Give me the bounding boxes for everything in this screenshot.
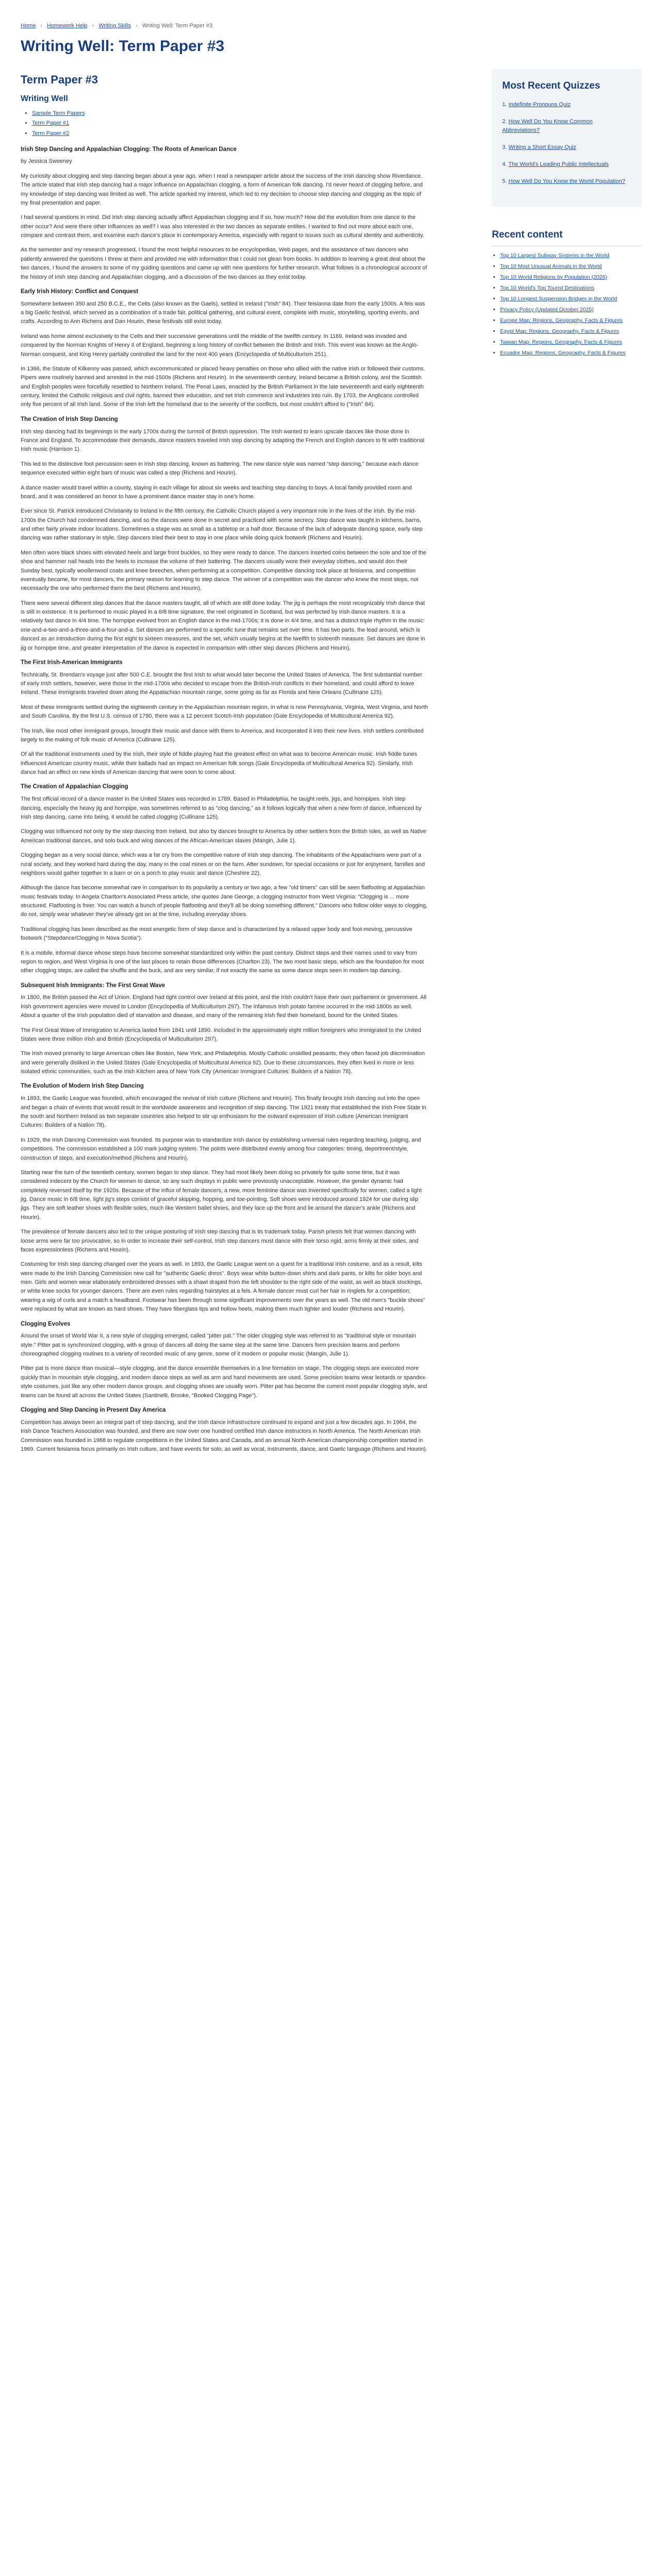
paragraph: A dance master would travel within a county, staying in each village for about six weeks and teaching step dancing to boys. A local family provided room and board, and it was considered an honor to have a prominent dance master stay in one's home. bbox=[21, 484, 412, 500]
toc-heading: Writing Well bbox=[21, 94, 68, 103]
toc-link[interactable]: Term Paper #1 bbox=[32, 120, 70, 127]
paragraph: Starting near the turn of the twentieth century, women began to step dance. They had most likely been doing so privately for quite some time, but it was considered indecent by the Church for women to dance, so any such displays in public were previously unacceptable. However, the gender dynamic had completely reversed itself by the 1920s. Because of the influx of female dancers, a new, more feminine dance was invented specifically for women, called a light jig. Dance music in 6/8 time, light jig's steps consist of graceful skipping, hopping, and toe-pointing. Soft shoes were introduced around 1924 for use during slip jigs. They are soft leather shoes with flexible soles, much like Western ballet shoes, and they lace up the front and lie around the dancer's ankle (Richens and Hourin). bbox=[21, 1169, 422, 1221]
paragraph: In 1800, the British passed the Act of Union. England had tight control over Ireland at this point, and the Irish couldn't have their own parliament or government. All Irish government agencies were moved to London (Encyclopedia of Multiculturism 297). The infamous Irish potato famine occurred in the mid-1800s as well. About a quarter of the Irish population died of starvation and disease, and many of the remaining Irish fled their homeland, bound for the United States. bbox=[21, 994, 427, 1019]
quiz-item bbox=[502, 100, 631, 109]
recent-link[interactable]: Ecuador Map: Regions, Geography, Facts & Figures bbox=[500, 350, 626, 357]
recent-heading: Recent content bbox=[492, 229, 563, 241]
content-layout bbox=[0, 69, 662, 1460]
recent-link[interactable]: Top 10 Largest Subway Systems in the World bbox=[500, 252, 609, 259]
recent-link[interactable]: Taiwan Map: Regions, Geography, Facts & Figures bbox=[500, 339, 622, 346]
paragraph: The Irish moved primarily to large American cities like Boston, New York, and Philadelphia. Mostly Catholic unskilled peasants, they often faced job discrimination and were generally disliked in the United States (Gale Encyclopedia of Multicultural America 92). Due to these circumstances, they often lived in more or less isolated ethnic communities, such as the Irish Kitchen area of New York City (American Immigrant Cultures: Builders of a Nation 78). bbox=[21, 1050, 425, 1075]
recent-item bbox=[500, 327, 641, 336]
recent-link[interactable]: Top 10 Longest Suspension Bridges in the World bbox=[500, 295, 617, 302]
paragraph: Costuming for Irish step dancing changed over the years as well. In 1893, the Gaelic League went on a quest for a traditional Irish costume, and as a result, kilts were made to the Irish Dancing Commission new call for "authentic Gaelic dress". Boys wear white button-down shirts and dark pants, or kilts for older boys and men. Girls and women wear elaborately embroidered dresses with a shawl draped from the left shoulder to the right side of the waist, as well as black stockings, or white knee socks for younger dancers. There are even rules regarding hairstyles at a feis. A female dancer must curl her hair in ringlets for a competition; wearing a wig of curls and a match a headband. Footwear has been through some significant improvements over the years as well. The old men's "buckle shoes" were replaced by what are known as hard shoes. They have fiberglass tips and hollow heels, making them much lighter and louder (Richens and Hourin). bbox=[21, 1261, 425, 1313]
paper-title: Irish Step Dancing and Appalachian Clogging: The Roots of American Dance bbox=[21, 146, 237, 152]
paragraph: In 1366, the Statute of Kilkenny was passed, which excommunicated or placed heavy penalties on those who allied with the native Irish or followed their customs. Pipers were routinely banned and arrested in the mid-1500s (Richens and Hourin). In the seventeenth century, Ireland became a British colony, and the Scottish and English peoples were forcefully resettled to Northern Ireland. The Penal Laws, enacted by the British Parliament in the late seventeenth and early eighteenth century, limited the Catholic religious and civil rights, banned their education, and set Irish commerce and industries into ruin. By 1703, the Anglicans controlled only five percent of all Irish land. Some of the Irish left the homeland due to the severity of the conflicts, but most couldn't afford to ("Irish" 84). bbox=[21, 365, 425, 408]
section-heading: Clogging Evolves bbox=[21, 1320, 71, 1327]
quiz-number: 3. bbox=[502, 144, 507, 151]
paragraph: This led to the distinctive foot percussion seen in Irish step dancing, known as battering. The new dance style was named "step dancing," because each dance sequence executed within eight bars of music was called a step (Richens and Hourin). bbox=[21, 461, 419, 477]
quiz-link[interactable]: How Well Do You Know the World Population? bbox=[508, 178, 625, 185]
breadcrumb bbox=[21, 22, 641, 30]
section-heading: The First Irish-American Immigrants bbox=[21, 659, 123, 666]
sidebar bbox=[492, 69, 641, 1460]
paragraph: The Irish, like most other immigrant groups, brought their music and dance with them to America, and incorporated it into their new lives. Irish settlers contributed largely to the making of folk music of America (Cullinane 125). bbox=[21, 727, 424, 743]
quiz-heading: Most Recent Quizzes bbox=[502, 80, 601, 91]
paragraph: My curiosity about clogging and step dancing began about a year ago, when I read a newspaper article about the success of the Irish dancing show Riverdance. The article stated that Irish step dancing had a major influence on Appalachian clogging, a form of American folk dancing. I'd never heard of clogging before, and my knowledge of step dancing was limited as well. The article sparked my interest, which led to my decision to choose step dancing and clogging as the topic of my final presentation and paper. bbox=[21, 173, 423, 206]
paragraph: Competition has always been an integral part of step dancing, and the Irish dance infrastructure continued to expand and just a few decades ago. In 1964, the Irish Dance Teachers Association was founded, and there are now over one hundred certified Irish dance instructors in North America. The North American Irish Commission was founded in 1968 to regulate competitions in the United States and Canada, and an annual North American championship competition started in 1969. Current feisianna focus primarily on Irish culture, and have events for solo, as well as vocal, instruments, dance, and Gaelic language (Richens and Hourin). bbox=[21, 1419, 427, 1452]
recent-link[interactable]: Top 10 World's Top Tourist Destinations bbox=[500, 284, 594, 291]
paragraph: Of all the traditional instruments used by the Irish, their style of fiddle playing had the greatest effect on what was to become American music. Irish fiddle tunes influenced American country music, while their ballads had an impact on American folk songs (Gale Encyclopedia of Multicultural America 92). Similarly, Irish dance had an effect on new kinds of American dancing that were soon to come about. bbox=[21, 751, 417, 776]
paragraph: Around the onset of World War II, a new style of clogging emerged, called "pitter pat." The older clogging style was referred to as "traditional style or mountain style." Pitter pat is synchronized clogging, with a group of dancers all doing the same step at the same time. Dancers form precision teams and perform choreographed clogging routines to a variety of recorded music of any genre, some of it modern or popular music (Mangin, Julie 1). bbox=[21, 1333, 416, 1358]
paragraph: Traditional clogging has been described as the most energetic form of step dance and is characterized by a relaxed upper body and foot-moving, percussive footwork ("Stepdance/Clogging in Nova Scotia"). bbox=[21, 926, 412, 942]
recent-item bbox=[500, 316, 641, 325]
article-body bbox=[21, 172, 428, 1454]
page-title: Writing Well: Term Paper #3 bbox=[21, 38, 225, 55]
paragraph: Men often wore black shoes with elevated heels and large front buckles, so they were ready to dance. The dancers inserted coins between the sole and toe of the shoe and hammer nail heads into the heels to increase the volume of their battering. The dancers usually wore their everyday clothes, and would don their Sunday best, typically woollenwool coats and knee breeches, when performing at a competition. Competitive dancing took place at feisianna, and competition eventually became, for most dancers, the primary reason for learning to step dance. The winner of a competition was the dancer who knew the most steps, not necessarily the one who performed them the best (Richens and Hourin). bbox=[21, 549, 426, 592]
toc-list bbox=[32, 109, 428, 138]
paragraph: Clogging was influenced not only by the step dancing from Ireland, but also by dances brought to America by other settlers from the British Isles, as well as Native American traditional dances, and solo buck and wing dances of the African-American slaves (Mangin, Julie 1). bbox=[21, 828, 426, 844]
paragraph: Pitter pat is more dance than musical—style clogging, and the dance ensemble themselves in a line formation on stage. The clogging steps are executed more quickly than in mountain style clogging, and modern dance steps as well as arm and hand movements are used. Some precision teams wear leotards or spandex-style costumes, just like any other modern dance groups, and clogging shoes are usually worn. Pitter pat has become the current most popular clogging style, and teams can be found all across the United States (Santinelli, Brooke, "Booked Clogging Page"). bbox=[21, 1365, 427, 1399]
toc-link[interactable]: Sample Term Papers bbox=[32, 110, 85, 117]
recent-link[interactable]: Top 10 World Religions by Population (2026) bbox=[500, 274, 607, 280]
section-heading: The Creation of Irish Step Dancing bbox=[21, 416, 118, 422]
paragraph: Ireland was home almost exclusively to the Celts and their successive generations until the middle of the twelfth century. In 1169, Ireland was invaded and conquered by the Norman Knights of Henry II of England, beginning a long history of conflict between the British and Irish. This event was known as the Anglo-Norman conquest, and King Henry partially controlled the land for the next 400 years (Encyclopedia of Multiculturism 251). bbox=[21, 333, 419, 358]
paragraph: In 1929, the Irish Dancing Commission was founded. Its purpose was to standardize Irish dance by establishing universal rules regarding teaching, judging, and competitions. The commission established a 100 mark judging system. The points were distributed evenly among four categories: timing, deportment/style, construction of steps, and execution/method (Richens and Hourin). bbox=[21, 1137, 421, 1161]
breadcrumb-separator: › bbox=[40, 23, 43, 29]
paragraph: Irish step dancing had its beginnings in the early 1700s during the turmoil of British oppression. The Irish wanted to learn upscale dances like those done in France and England. To accommodate their demands, dance masters traveled Irish step dancing by adapting the French and English dances to fit with traditional Irish music (Harrison 1). bbox=[21, 428, 425, 453]
quiz-link[interactable]: Indefinite Pronouns Quiz bbox=[508, 101, 571, 108]
section-heading: Early Irish History: Conflict and Conquest bbox=[21, 288, 139, 295]
recent-link[interactable]: Egypt Map: Regions, Geography, Facts & Figures bbox=[500, 328, 619, 335]
paragraph: The prevalence of female dancers also led to the unique posturing of Irish step dancing that is its trademark today. Parish priests felt that women dancing with loose arms were far too provocative, so in order to increase their self-control, Irish step dancers must dance with their torso rigid, arms firmly at their sides, and faces expressionless (Richens and Hourin). bbox=[21, 1229, 419, 1253]
quiz-number: 2. bbox=[502, 118, 507, 125]
quiz-number: 1. bbox=[502, 101, 507, 108]
paragraph: As the semester and my research progressed, I found the most helpful resources to be encyclopedias, Web pages, and the assistance of two dancers who patiently answered the questions I threw at them and provided me with information that I could not glean from books. In addition to learning a great deal about the two dances, I found the answers to some of my guiding questions and came up with new questions for further research. What follows is a chronological account of the history of Irish step dancing and Appalachian clogging, and a discussion of the two dances as they exist today. bbox=[21, 247, 427, 280]
recent-link[interactable]: Privacy Policy (Updated October 2025) bbox=[500, 306, 594, 313]
quiz-number: 4. bbox=[502, 161, 507, 168]
quiz-link[interactable]: The World's Leading Public Intellectuals bbox=[508, 161, 609, 168]
paragraph: Ever since St. Patrick introduced Christianity to Ireland in the fifth century, the Catholic Church played a very important role in the lives of the Irish. By the mid-1700s the Church had condemned dancing, and so the dances were done in secret and practiced with some secrecy. Step dance was taught in kitchens, barns, and other fairly private indoor locations. Sometimes a stage was as small as a tabletop or a half door. Because of the lack of adequate dancing space, early step dancing was rather stationary in style. Step dancers tried their best to stay in one place while doing quick footwork (Richens and Hourin). bbox=[21, 508, 423, 541]
byline: by Jessica Sweeney bbox=[21, 158, 72, 165]
paragraph: Although the dance has become somewhat rare in comparison to its popularity a century or two ago, a few "old timers" can still be seen flatfooting at Appalachian music festivals today. In Angela Charlton's Associated Press article, she quotes Jane George, a clogging instructor from West Virginia: "Clogging is ... more structured. Flatfooting is freer. You can watch a bunch of people flatfooting and they'll all be doing something different." Dancers who follow older ways to clogging, do not, simply wear whatever they've already got on at the time, including everyday shoes. bbox=[21, 885, 428, 918]
breadcrumb-writing-skills-link[interactable]: Writing Skills bbox=[98, 23, 131, 29]
paragraph: The First Great Wave of Immigration to America lasted from 1841 until 1890. Included in the approximately eight million foreigners who immigrated to the United States were three million Irish and British (Encyclopedia of Multiculturism 297). bbox=[21, 1027, 421, 1042]
recent-link[interactable]: Top 10 Most Unusual Animals in the World bbox=[500, 263, 602, 269]
section-heading: Subsequent Irish Immigrants: The First Great Wave bbox=[21, 982, 166, 989]
recent-item bbox=[500, 262, 641, 271]
breadcrumb-separator: › bbox=[136, 23, 138, 29]
recent-item bbox=[500, 273, 641, 282]
quiz-item bbox=[502, 117, 631, 135]
recent-item bbox=[500, 349, 641, 358]
quiz-number: 5. bbox=[502, 178, 507, 185]
quiz-list bbox=[502, 100, 631, 186]
section-heading: The Creation of Appalachian Clogging bbox=[21, 784, 128, 790]
recent-list bbox=[500, 251, 641, 358]
section-heading: Clogging and Step Dancing in Present Day America bbox=[21, 1406, 166, 1413]
article bbox=[21, 69, 428, 1460]
quiz-link[interactable]: Writing a Short Essay Quiz bbox=[508, 144, 576, 151]
page-header bbox=[0, 0, 662, 59]
paragraph: In 1893, the Gaelic League was founded, which encouraged the revival of Irish culture (Richens and Hourin). This finally brought Irish dancing out into the open and began a chain of events that would result in the worldwide awareness and recognition of step dancing. The 1921 treaty that established the Irish Free State in the south and Northern Ireland as two separate countries also helped to stir up enthusiasm for the outward expression of Irish culture (American Immigrant Cultures: Builders of a Nation 78). bbox=[21, 1095, 426, 1129]
recent-item bbox=[500, 284, 641, 293]
breadcrumb-home-link[interactable]: Home bbox=[21, 23, 36, 29]
paragraph: Technically, St. Brendan's voyage just after 500 C.E. brought the first Irish to what would later become the United States of America. The first substantial number of early Irish settlers, however, were those in the mid-1700s who decided to escape from the British-Irish conflicts in their homeland, and could afford to leave Ireland. These immigrants traveled down along the Appalachian mountain range, some going as far as Florida and New Orleans (Cullinane 125). bbox=[21, 671, 422, 696]
recent-item bbox=[500, 295, 641, 303]
toc-item bbox=[32, 119, 428, 128]
toc-link[interactable]: Term Paper #2 bbox=[32, 130, 70, 137]
toc-item bbox=[32, 109, 428, 118]
recent-link[interactable]: Europe Map: Regions, Geography, Facts & Figures bbox=[500, 317, 623, 324]
quiz-link[interactable]: How Well Do You Know Common Abbreviations? bbox=[502, 118, 593, 134]
recent-item bbox=[500, 338, 641, 347]
paragraph: Somewhere between 350 and 250 B.C.E., the Celts (also known as the Gaels), settled in Ireland ("Irish" 84). Their feisianna date from the early 1500s. A feis was a big Gaelic festival, which served as a combination of a trade fair, political gathering, and cultural event, complete with music, storytelling, sporting events, and crafts. According to Ann Richens and Dan Hourin, these festivals still exist today. bbox=[21, 300, 425, 325]
recent-item bbox=[500, 306, 641, 314]
recent-quizzes-box bbox=[492, 69, 641, 207]
paragraph: There were several different step dances that the dance masters taught, all of which are still done today. The jig is perhaps the most recognizably Irish dance that is still in existence. It is performed to music played in a 6/8 time signature, the reel originated in Scotland, but was perfected by Irish dance masters. It is a relatively fast dance in 4/4 time. The hornpipe evolved from an English dance in the mid-1700s; it is done in 4/4 time, and has a distinct triple rhythm in the music: one-and-a-two-and-a-three-and-a-four-and-a. Set dances are performed to a specific tune that remains set over time. It has two parts, the lead around, which is danced as an introduction during the first eight to sixteen measures, and the set, which usually begins at the twelfth to sixteenth measure. Set dances are done in jig or hornpipe time, and greater interpretation of the dance is expected in comparison with other step dances (Richens and Hourin). bbox=[21, 600, 425, 651]
toc-item bbox=[32, 129, 428, 138]
quiz-item bbox=[502, 143, 631, 152]
paragraph: The first official record of a dance master in the United States was recorded in 1789. Based in Philadelphia, he taught reels, jigs, and hornpipes. Irish step dancing, especially the heavy jig and hornpipe, was sometimes referred to as "clog dancing," as it follows logically that when a new form of dance, influenced by Irish step dancing, came into being, it would be called clogging (Cullinane 125). bbox=[21, 796, 422, 821]
quiz-item bbox=[502, 160, 631, 169]
recent-content bbox=[492, 227, 641, 358]
breadcrumb-homework-help-link[interactable]: Homework Help bbox=[47, 23, 88, 29]
article-heading: Term Paper #3 bbox=[21, 73, 98, 86]
paragraph: It is a mobile, informal dance whose steps have become somewhat standardized only within the past century. Distinct steps and their names used to vary from region to region, and West Virginia is one of the last places to retain those differences (Charlton 23). The two most basic steps, which are the foundation for most other clogging steps, are called the shuffle and the buck, and are very similar, if not exactly the same as some dance steps seen in modern tap dancing. bbox=[21, 950, 424, 974]
paragraph: Clogging began as a very social dance, which was a far cry from the competitive nature of Irish step dancing. The inhabitants of the Appalachians were part of a rural society, and they worked hard during the day, many in the coal mines or on the farm. After sundown, for special occasions or just for enjoyment, families and neighbors would gather together in a barn or on a porch to play music and dance (Cheshire 22). bbox=[21, 852, 425, 876]
paragraph: I had several questions in mind. Did Irish step dancing actually affect Appalachian clogging and if so, how much? How did the evolution from one dance to the other occur? And were there other influences as well? I was also interested in the two dances as separate entities. I wanted to find out more about each one, compare and contrast them, and examine each dance's place in contemporary America, especially with regard to issues such as cultural identity and authenticity. bbox=[21, 214, 424, 239]
breadcrumb-current: Writing Well: Term Paper #3 bbox=[142, 23, 213, 29]
section-heading: The Evolution of Modern Irish Step Dancing bbox=[21, 1083, 144, 1090]
breadcrumb-separator: › bbox=[92, 23, 94, 29]
quiz-item bbox=[502, 177, 631, 186]
paragraph: Most of these immigrants settled during the eighteenth century in the Appalachian mountain region, in what is now Pennsylvania, Virginia, West Virginia, and North and South Carolina. By the first U.S. census of 1790, there was a 12 percent Scotch-Irish population (Gale Encyclopedia of Multicultural America 92). bbox=[21, 704, 428, 720]
recent-item bbox=[500, 251, 641, 260]
